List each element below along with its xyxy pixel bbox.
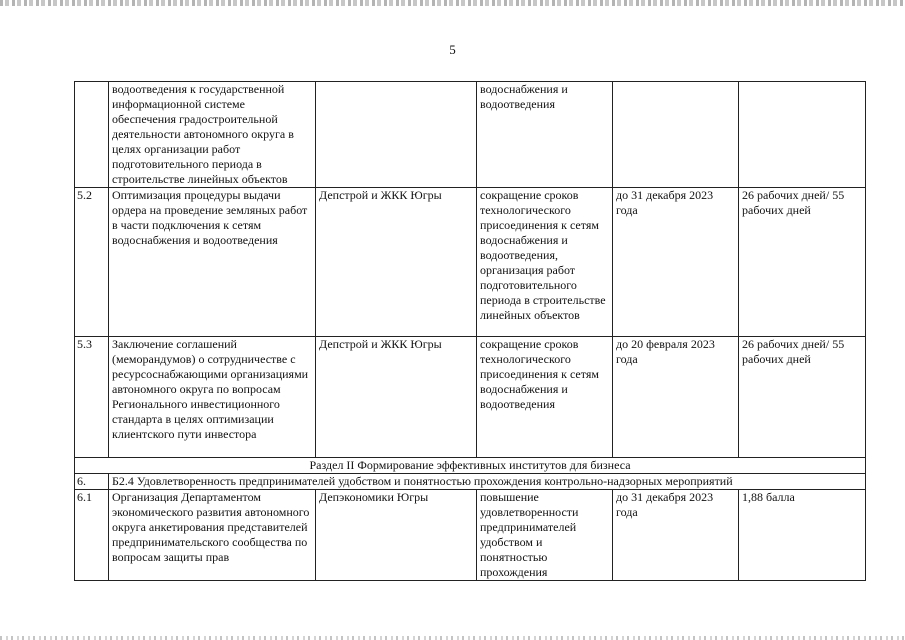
result-cell: сокращение сроков технологического присоединения к сетям водоснабжения и водоотведения, организация работ подготовительного периода в строительстве линейных объектов	[477, 188, 613, 337]
responsible-cell: Депэкономики Югры	[316, 490, 477, 581]
row-number: 5.2	[75, 188, 109, 337]
deadline-cell: до 31 декабря 2023 года	[613, 490, 739, 581]
target-cell	[739, 82, 866, 188]
row-number: 5.3	[75, 337, 109, 458]
action-cell: Заключение соглашений (меморандумов) о сотрудничестве с ресурсоснабжающими организациями автономного округа по вопросам Регионального инвестиционного стандарта в целях оптимизации клиентского пути инвестора	[109, 337, 316, 458]
action-cell: водоотведения к государственной информационной системе обеспечения градостроительной деятельности автономного округа в целях организации работ подготовительного периода в строительстве линейных объектов	[109, 82, 316, 188]
target-cell: 1,88 балла	[739, 490, 866, 581]
action-cell: Организация Департаментом экономического развития автономного округа анкетирования представителей предпринимательского сообщества по вопросам защиты прав	[109, 490, 316, 581]
row-number	[75, 82, 109, 188]
table-row	[75, 82, 866, 188]
responsible-cell: Депстрой и ЖКК Югры	[316, 337, 477, 458]
action-plan-table	[74, 81, 866, 581]
deadline-cell	[613, 82, 739, 188]
target-cell: 26 рабочих дней/ 55 рабочих дней	[739, 188, 866, 337]
row-number: 6.1	[75, 490, 109, 581]
responsible-cell	[316, 82, 477, 188]
result-cell: водоснабжения и водоотведения	[477, 82, 613, 188]
deadline-cell: до 31 декабря 2023 года	[613, 188, 739, 337]
row-number: 6.	[75, 474, 109, 490]
subsection-row	[75, 474, 866, 490]
table-row	[75, 188, 866, 337]
table-row	[75, 490, 866, 581]
result-cell: повышение удовлетворенности предпринимателей удобством и понятностью прохождения	[477, 490, 613, 581]
action-cell: Оптимизация процедуры выдачи ордера на проведение земляных работ в части подключения к сетям водоснабжения и водоотведения	[109, 188, 316, 337]
responsible-cell: Депстрой и ЖКК Югры	[316, 188, 477, 337]
table-row	[75, 337, 866, 458]
target-cell: 26 рабочих дней/ 55 рабочих дней	[739, 337, 866, 458]
scan-edge-top	[0, 0, 905, 6]
result-cell: сокращение сроков технологического присоединения к сетям водоснабжения и водоотведения	[477, 337, 613, 458]
section-heading: Раздел II Формирование эффективных институтов для бизнеса	[75, 458, 866, 474]
page-number: 5	[449, 42, 456, 57]
scan-edge-bottom	[0, 636, 905, 640]
section-heading-row	[75, 458, 866, 474]
subsection-title: Б2.4 Удовлетворенность предпринимателей удобством и понятностью прохождения контрольно-надзорных мероприятий	[109, 474, 866, 490]
deadline-cell: до 20 февраля 2023 года	[613, 337, 739, 458]
